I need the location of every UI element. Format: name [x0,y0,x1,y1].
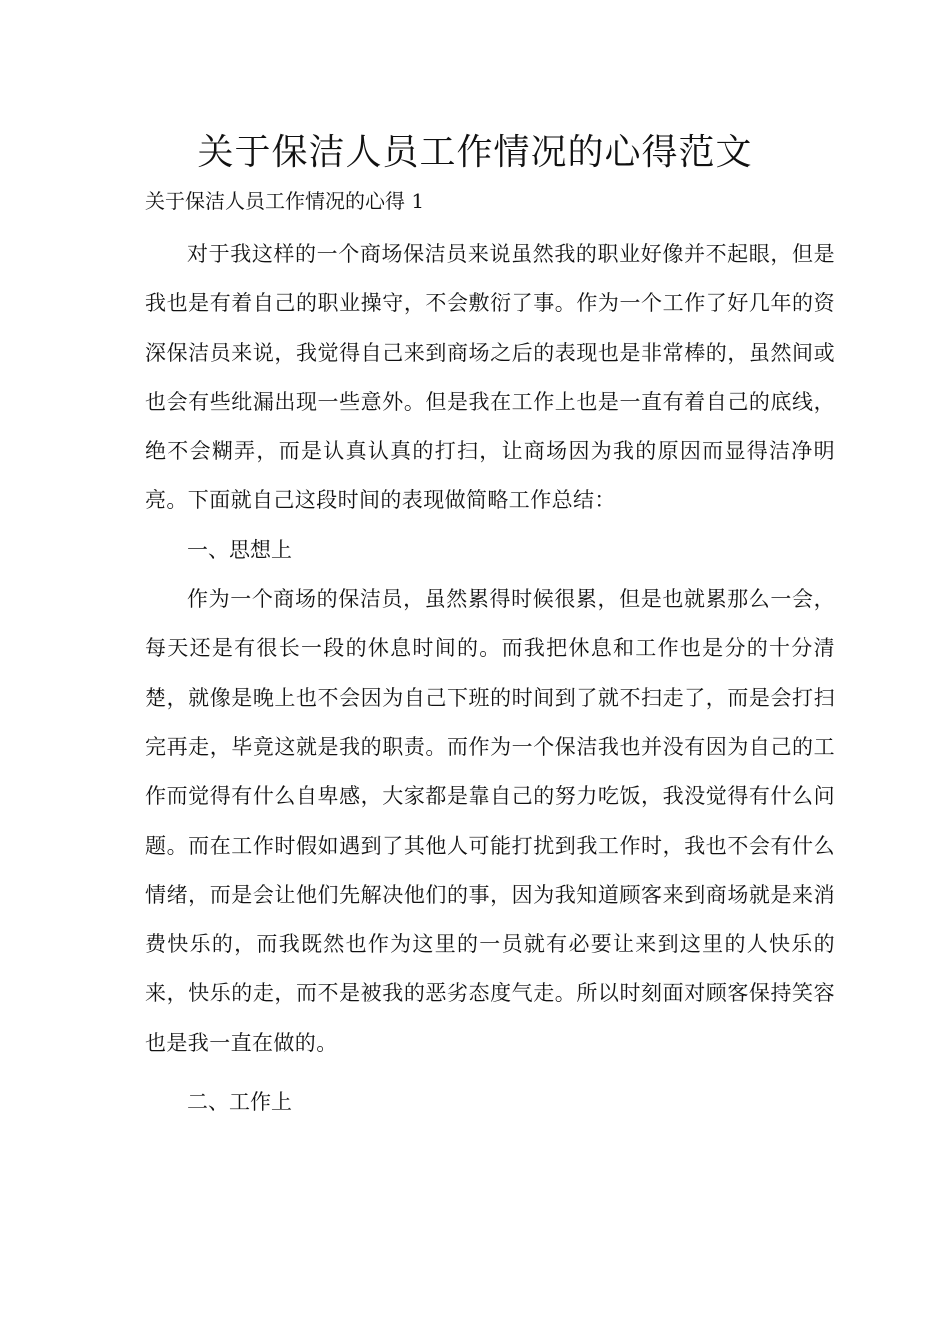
heading-thinking: 一、思想上 [187,537,292,562]
paragraph-thinking: 作为一个商场的保洁员，虽然累得时候很累，但是也就累那么一会，每天还是有很长一段的休息时间的。而我把休息和工作也是分的十分清楚，就像是晚上也不会因为自己下班的时间到了就不扫走了，而是会打扫完再走，毕竟这就是我的职责。而作为一个保洁我也并没有因为自己的工作而觉得有什么自卑感，大家都是靠自己的努力吃饭，我没觉得有什么问题。而在工作时假如遇到了其他人可能打扰到我工作时，我也不会有什么情绪，而是会让他们先解决他们的事，因为我知道顾客来到商场就是来消费快乐的，而我既然也作为这里的一员就有必要让来到这里的人快乐的来，快乐的走，而不是被我的恶劣态度气走。所以时刻面对顾客保持笑容也是我一直在做的。 [145,587,835,1055]
document-body [145,230,835,1127]
document-title: 关于保洁人员工作情况的心得范文 [197,132,753,173]
heading-work: 二、工作上 [187,1090,292,1115]
section-subtitle: 关于保洁人员工作情况的心得 1 [145,189,425,213]
paragraph-intro: 对于我这样的一个商场保洁员来说虽然我的职业好像并不起眼，但是我也是有着自己的职业操守，不会敷衍了事。作为一个工作了好几年的资深保洁员来说，我觉得自己来到商场之后的表现也是非常棒的，虽然间或也会有些纰漏出现一些意外。但是我在工作上也是一直有着自己的底线，绝不会糊弄，而是认真认真的打扫，让商场因为我的原因而显得洁净明亮。下面就自己这段时间的表现做简略工作总结： [145,242,835,513]
